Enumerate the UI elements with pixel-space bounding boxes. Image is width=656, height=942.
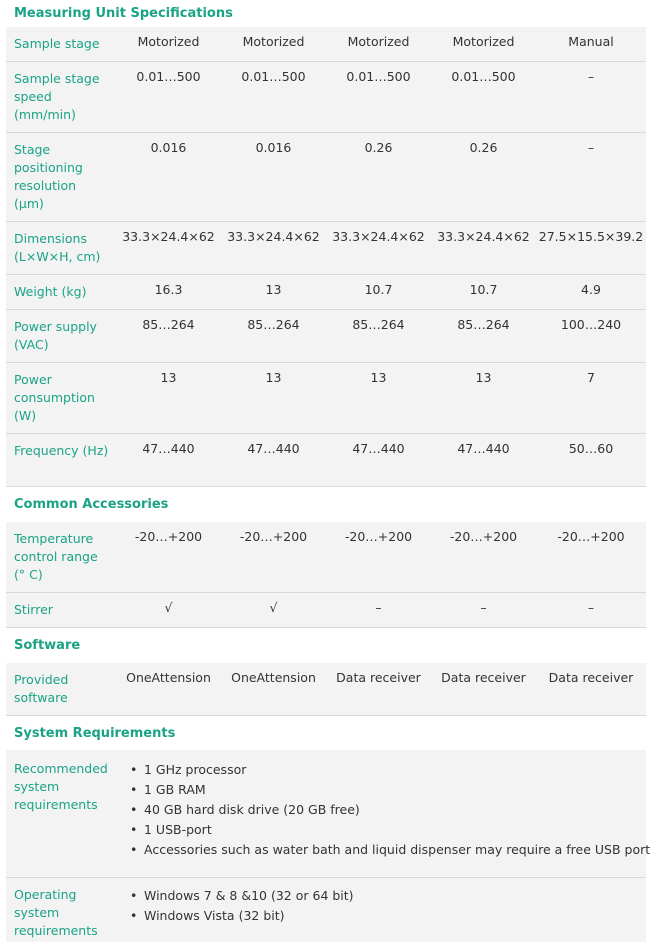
table-cell: 27.5×15.5×39.2: [538, 229, 644, 244]
section-title: Measuring Unit Specifications: [14, 5, 233, 21]
table-cell: –: [587, 600, 595, 615]
table-cell: 50…60: [568, 441, 614, 456]
table-cell: -20…+200: [449, 529, 518, 544]
table-cell: 33.3×24.4×62: [437, 229, 530, 244]
table-cell: -20…+200: [344, 529, 413, 544]
table-cell: Motorized: [137, 34, 200, 49]
table-cell: –: [587, 140, 595, 155]
row-label: Provided software: [14, 672, 69, 705]
table-cell: 33.3×24.4×62: [227, 229, 320, 244]
table-cell: 85…264: [247, 317, 300, 332]
list-item: • Windows Vista (32 bit): [130, 906, 354, 926]
table-row: [6, 222, 646, 275]
table-cell: 85…264: [457, 317, 510, 332]
table-cell: 10.7: [469, 282, 498, 297]
table-row: [6, 363, 646, 434]
table-cell: 33.3×24.4×62: [332, 229, 425, 244]
recommended-requirements-list: [130, 760, 650, 860]
table-row: [6, 27, 646, 62]
table-cell: Motorized: [347, 34, 410, 49]
table-cell: 47…440: [142, 441, 195, 456]
table-cell: 0.016: [150, 140, 187, 155]
table-cell: 47…440: [457, 441, 510, 456]
section-header-common-accessories: [6, 487, 646, 522]
table-cell: 47…440: [352, 441, 405, 456]
table-cell: 85…264: [142, 317, 195, 332]
table-row: [6, 133, 646, 222]
table-row: [6, 62, 646, 133]
section-title: Common Accessories: [14, 497, 169, 512]
check-mark-icon: √: [269, 600, 278, 615]
table-cell: 10.7: [364, 282, 393, 297]
table-cell: 13: [265, 282, 282, 297]
table-cell: -20…+200: [239, 529, 308, 544]
section-title: System Requirements: [14, 725, 176, 741]
table-cell: -20…+200: [557, 529, 625, 544]
table-cell: 13: [370, 370, 387, 385]
row-label: Weight (kg): [14, 284, 87, 299]
table-cell: –: [480, 600, 487, 615]
row-label: Power supply (VAC): [14, 319, 97, 352]
row-label: Stage positioning resolution (µm): [14, 142, 83, 211]
table-cell: 100…240: [560, 317, 622, 332]
table-cell: Motorized: [452, 34, 515, 49]
table-cell: OneAttension: [126, 670, 211, 685]
table-cell: 0.01…500: [346, 69, 411, 84]
row-label: Sample stage: [14, 36, 100, 51]
table-cell: -20…+200: [134, 529, 203, 544]
table-cell: –: [587, 69, 595, 84]
row-label: Frequency (Hz): [14, 443, 109, 458]
table-row: [6, 750, 651, 878]
list-item: • Accessories such as water bath and liquid dispenser may require a free USB port: [130, 840, 650, 860]
table-cell: Motorized: [242, 34, 305, 49]
table-cell: –: [375, 600, 382, 615]
section-header-software: [6, 628, 646, 663]
table-cell: 13: [265, 370, 282, 385]
check-mark-icon: √: [164, 600, 173, 615]
table-row: [6, 275, 646, 310]
table-cell: 4.9: [581, 282, 601, 297]
table-cell: 16.3: [154, 282, 183, 297]
table-row: [6, 593, 646, 628]
table-cell: 0.01…500: [136, 69, 201, 84]
table-cell: 0.26: [364, 140, 393, 155]
row-label: Recommended system requirements: [14, 761, 108, 812]
table-cell: 13: [160, 370, 177, 385]
table-cell: 0.016: [255, 140, 292, 155]
table-cell: 13: [475, 370, 492, 385]
table-cell: Data receiver: [336, 670, 421, 685]
section-header-measuring-unit: [6, 0, 646, 26]
row-label: Dimensions (L×W×H, cm): [14, 231, 101, 264]
list-item: • 1 USB-port: [130, 820, 650, 840]
row-label: Power consumption (W): [14, 372, 95, 423]
section-header-system-requirements: [6, 716, 646, 750]
row-label: Sample stage speed (mm/min): [14, 71, 100, 122]
table-cell: 0.01…500: [451, 69, 516, 84]
table-cell: 85…264: [352, 317, 405, 332]
table-row: [6, 663, 646, 716]
table-cell: 0.01…500: [241, 69, 306, 84]
row-label: Operating system requirements: [14, 887, 98, 938]
table-cell: 0.26: [469, 140, 498, 155]
table-cell: Data receiver: [441, 670, 526, 685]
list-item: • 40 GB hard disk drive (20 GB free): [130, 800, 650, 820]
table-row: [6, 878, 646, 942]
list-item: • 1 GB RAM: [130, 780, 650, 800]
table-row: [6, 310, 646, 363]
table-cell: OneAttension: [231, 670, 316, 685]
table-cell: 33.3×24.4×62: [122, 229, 215, 244]
section-title: Software: [14, 638, 81, 653]
os-requirements-list: [130, 886, 354, 926]
table-cell: Manual: [568, 34, 614, 49]
table-cell: 47…440: [247, 441, 300, 456]
table-cell: Data receiver: [548, 670, 634, 685]
list-item: • 1 GHz processor: [130, 760, 650, 780]
row-label: Temperature control range (° C): [14, 531, 98, 582]
table-cell: 7: [587, 370, 595, 385]
list-item: • Windows 7 & 8 &10 (32 or 64 bit): [130, 886, 354, 906]
table-row: [6, 434, 646, 487]
row-label: Stirrer: [14, 602, 53, 617]
table-row: [6, 522, 646, 593]
